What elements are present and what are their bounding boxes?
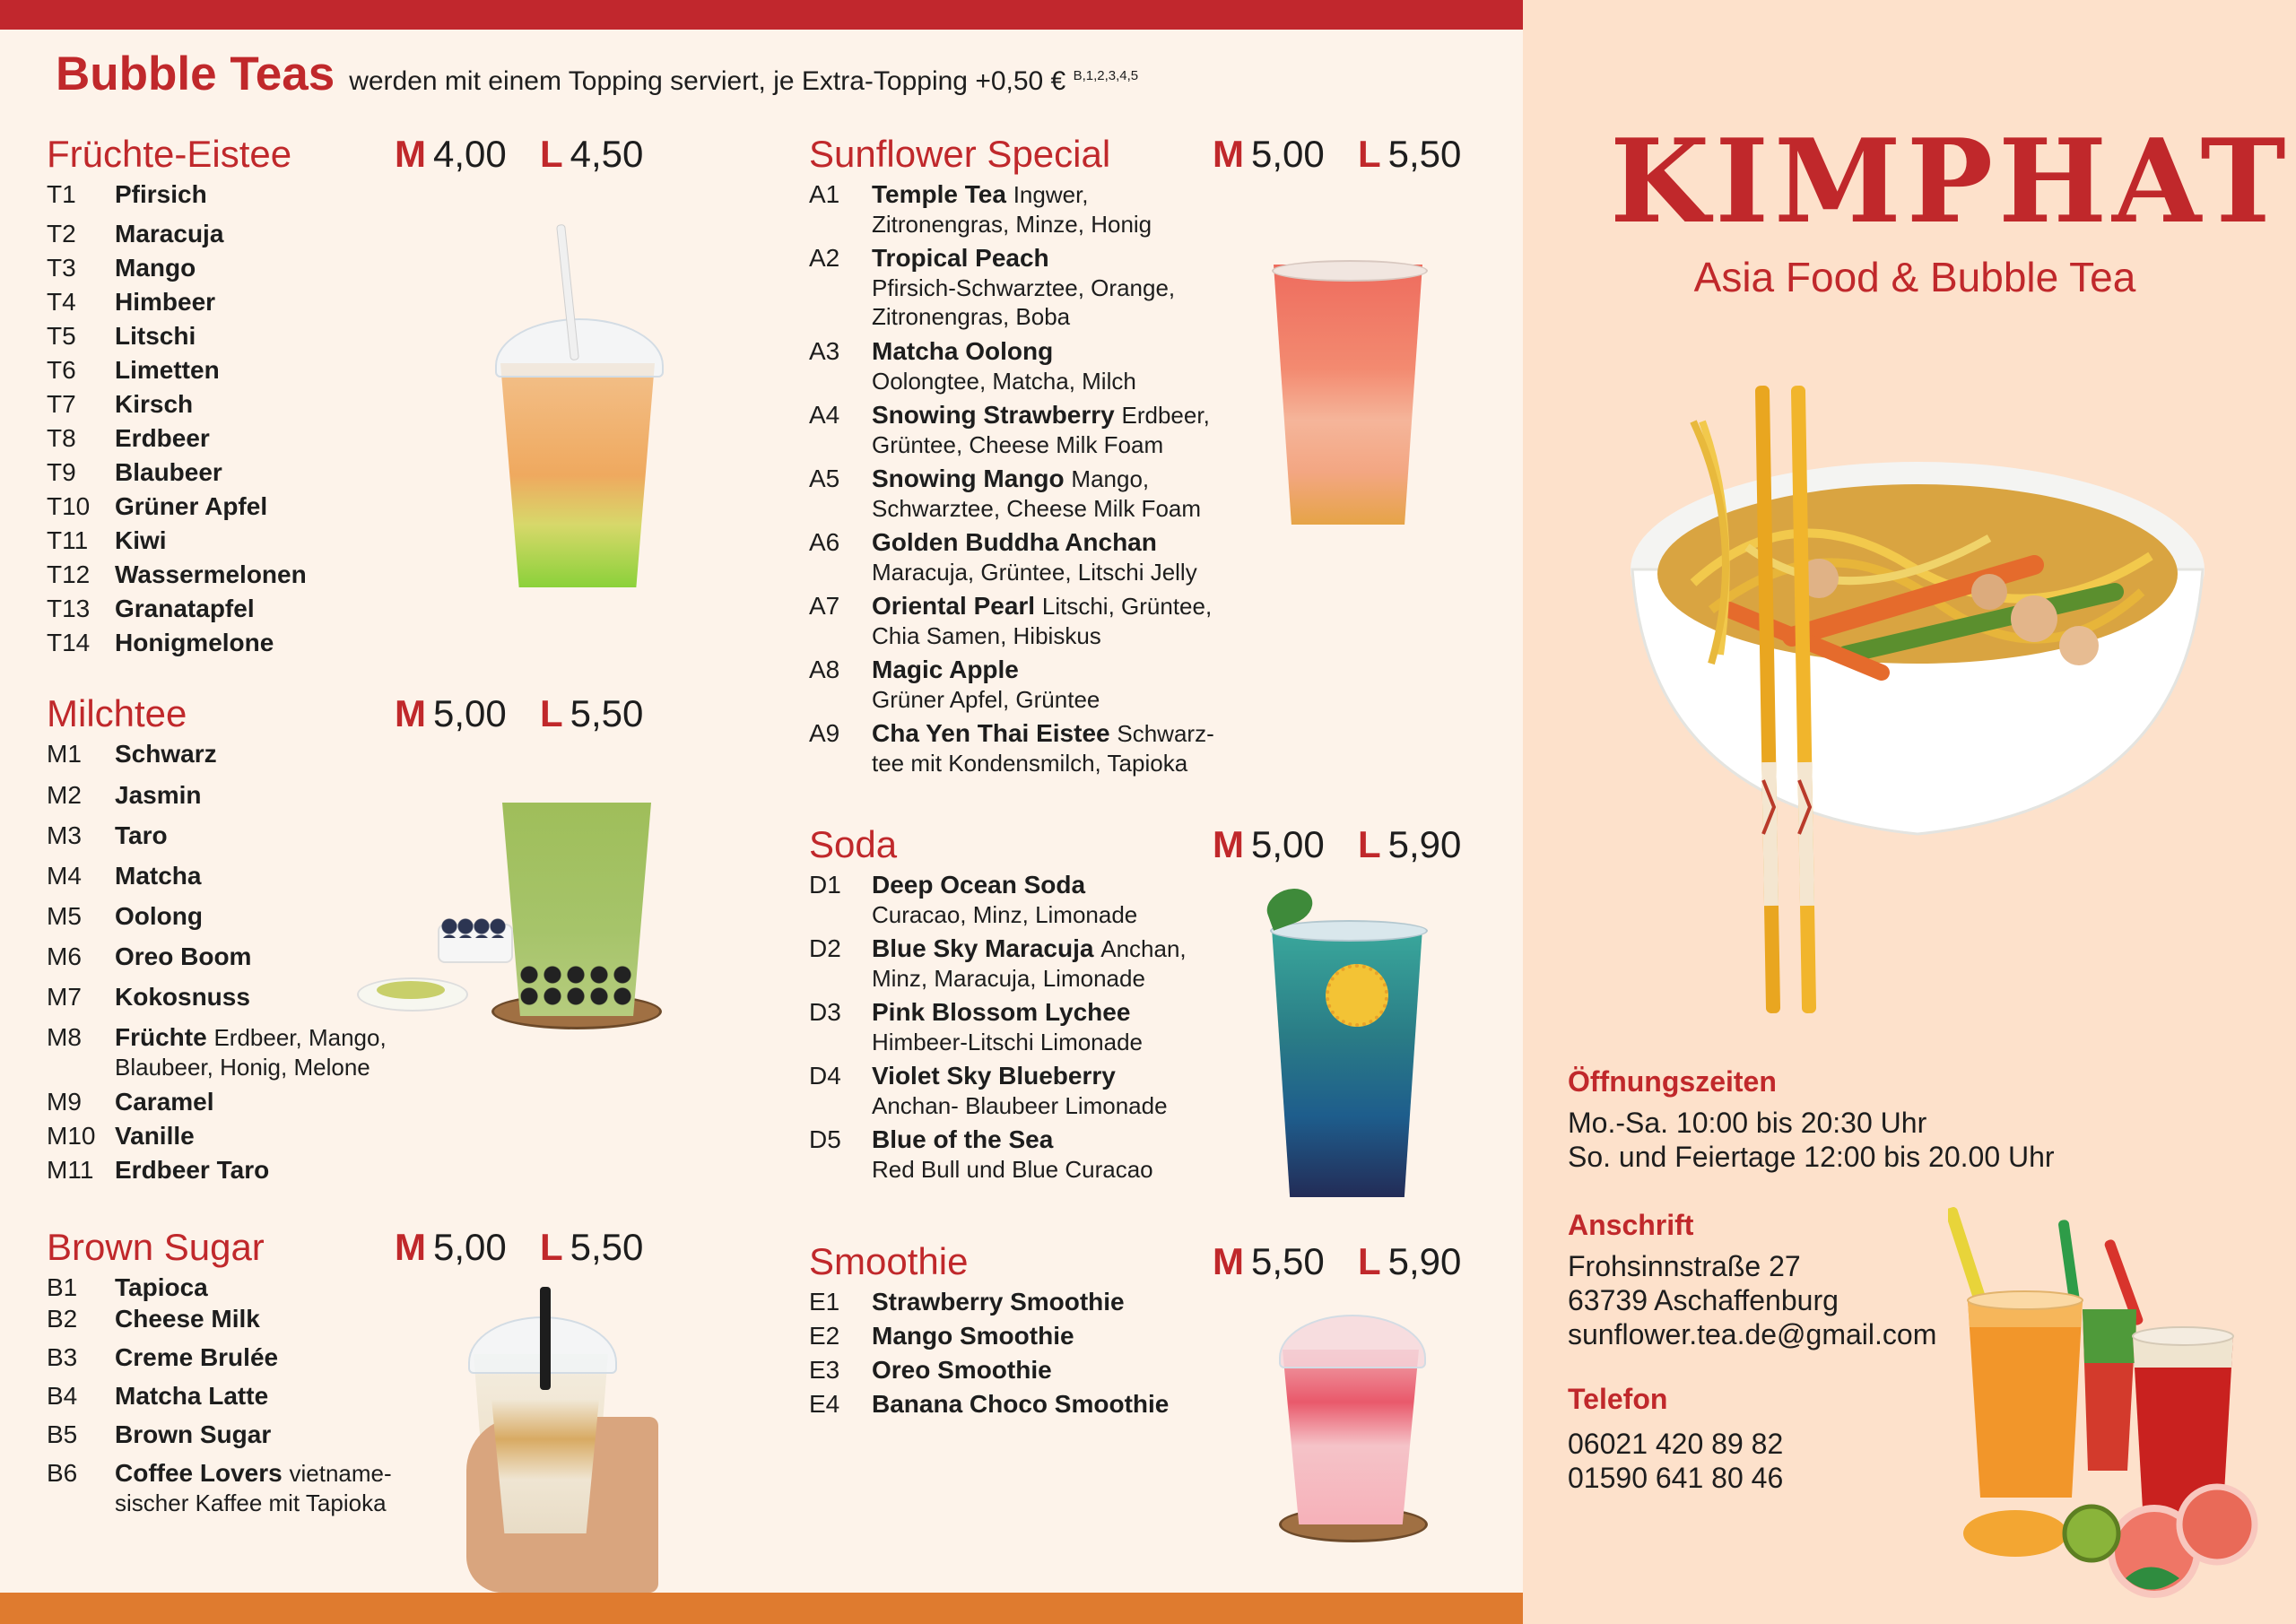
allergen-superscript: B,1,2,3,4,5 bbox=[1073, 68, 1139, 83]
item-description: sischer Kaffee mit Tapioka bbox=[115, 1489, 387, 1516]
size-label: L bbox=[540, 1226, 563, 1268]
item-name: Maracuja bbox=[115, 220, 224, 248]
item-name: Blue of the Sea bbox=[872, 1125, 1054, 1153]
item-name: Taro bbox=[115, 821, 168, 849]
size-label: M bbox=[1213, 1240, 1244, 1282]
matcha-milk-tea-image bbox=[502, 803, 651, 1016]
item-code: T13 bbox=[47, 595, 91, 622]
list-item bbox=[47, 594, 657, 628]
item-name: Strawberry Smoothie bbox=[872, 1288, 1125, 1316]
size-label: M bbox=[395, 133, 426, 175]
item-name: Magic Apple bbox=[872, 656, 1019, 683]
item-code: T2 bbox=[47, 220, 76, 248]
item-name: Mango Smoothie bbox=[872, 1322, 1074, 1350]
cup-front bbox=[491, 1399, 599, 1533]
section-title: Milchtee bbox=[47, 692, 187, 734]
list-item bbox=[47, 1022, 657, 1087]
tropical-peach-image bbox=[1274, 265, 1422, 525]
cup-rim bbox=[1272, 260, 1428, 282]
list-item bbox=[809, 718, 1491, 782]
item-description: Zitronengras, Minze, Honig bbox=[872, 211, 1152, 238]
item-code: A7 bbox=[809, 592, 840, 620]
item-code: B1 bbox=[47, 1273, 78, 1301]
item-code: T3 bbox=[47, 254, 76, 282]
item-name: Früchte bbox=[115, 1023, 207, 1051]
list-item bbox=[809, 591, 1491, 655]
list-item bbox=[809, 527, 1491, 591]
item-code: B4 bbox=[47, 1382, 78, 1410]
list-item bbox=[809, 655, 1491, 718]
item-code: E2 bbox=[809, 1322, 840, 1350]
item-description: Minz, Maracuja, Limonade bbox=[872, 965, 1145, 992]
item-name: Oriental Pearl bbox=[872, 592, 1036, 620]
fruit-iced-tea-image bbox=[500, 363, 655, 587]
list-item bbox=[809, 1287, 1491, 1321]
list-item bbox=[809, 179, 1491, 243]
section-title: Soda bbox=[809, 823, 898, 865]
item-description: Erdbeer, Mango, bbox=[213, 1024, 387, 1051]
size-label: M bbox=[395, 692, 426, 734]
noodle-bowl-image bbox=[1613, 386, 2231, 1031]
item-description: Schwarztee, Cheese Milk Foam bbox=[872, 495, 1202, 522]
item-name: Tropical Peach bbox=[872, 244, 1049, 272]
item-description: Chia Samen, Hibiskus bbox=[872, 622, 1101, 649]
price-l bbox=[1358, 133, 1461, 176]
item-code: M3 bbox=[47, 821, 82, 849]
item-description: vietname- bbox=[289, 1460, 392, 1487]
three-drinks-image bbox=[1948, 1202, 2271, 1605]
price-value: 5,90 bbox=[1387, 1240, 1462, 1282]
item-code: M2 bbox=[47, 781, 82, 809]
item-code: T7 bbox=[47, 390, 76, 418]
bottom-accent-bar bbox=[0, 1593, 1523, 1624]
item-description: Grüntee, Cheese Milk Foam bbox=[872, 431, 1164, 458]
matcha-powder bbox=[377, 981, 445, 999]
blueberries bbox=[441, 918, 506, 938]
item-code: A9 bbox=[809, 719, 840, 747]
price-m bbox=[1213, 1240, 1325, 1283]
item-name: Caramel bbox=[115, 1088, 214, 1116]
list-item bbox=[47, 1121, 657, 1155]
hours-weekdays: Mo.-Sa. 10:00 bis 20:30 Uhr bbox=[1568, 1107, 1927, 1139]
item-description: Pfirsich-Schwarztee, Orange, bbox=[872, 274, 1176, 301]
list-item bbox=[47, 1155, 657, 1189]
item-name: Blaubeer bbox=[115, 458, 222, 486]
item-name: Matcha bbox=[115, 862, 202, 890]
hours-heading: Öffnungszeiten bbox=[1568, 1065, 1777, 1098]
strawberry-smoothie-image bbox=[1283, 1350, 1419, 1524]
brand-logo: KIMPHAT bbox=[1610, 115, 2292, 249]
list-item bbox=[47, 1272, 657, 1304]
price-m bbox=[395, 692, 507, 735]
price-value: 5,90 bbox=[1387, 823, 1462, 865]
size-label: L bbox=[1358, 133, 1381, 175]
price-value: 5,00 bbox=[433, 1226, 507, 1268]
item-description: Red Bull und Blue Curacao bbox=[872, 1156, 1153, 1183]
item-name: Snowing Mango bbox=[872, 465, 1065, 492]
item-name: Violet Sky Blueberry bbox=[872, 1062, 1116, 1090]
item-name: Oreo Boom bbox=[115, 942, 252, 970]
price-value: 5,50 bbox=[570, 692, 644, 734]
item-code: A2 bbox=[809, 244, 840, 272]
item-name: Litschi bbox=[115, 322, 196, 350]
headline-note bbox=[349, 66, 1138, 97]
item-description: Grüner Apfel, Grüntee bbox=[872, 686, 1100, 713]
hours-holidays: So. und Feiertage 12:00 bis 20.00 Uhr bbox=[1568, 1141, 2055, 1173]
item-name: Schwarz bbox=[115, 740, 217, 768]
section-title: Brown Sugar bbox=[47, 1226, 265, 1268]
item-code: T10 bbox=[47, 492, 91, 520]
item-name: Golden Buddha Anchan bbox=[872, 528, 1157, 556]
price-value: 4,50 bbox=[570, 133, 644, 175]
phone-number-2[interactable]: 01590 641 80 46 bbox=[1568, 1462, 1784, 1494]
item-code: A6 bbox=[809, 528, 840, 556]
item-name: Mango bbox=[115, 254, 196, 282]
price-l bbox=[540, 1226, 643, 1269]
price-m bbox=[1213, 823, 1325, 866]
size-label: M bbox=[1213, 133, 1244, 175]
item-code: M5 bbox=[47, 902, 82, 930]
price-value: 5,50 bbox=[1251, 1240, 1325, 1282]
item-code: T4 bbox=[47, 288, 76, 316]
item-description: Schwarz- bbox=[1117, 720, 1214, 747]
size-label: M bbox=[395, 1226, 426, 1268]
item-code: A8 bbox=[809, 656, 840, 683]
item-code: A3 bbox=[809, 337, 840, 365]
item-name: Cha Yen Thai Eistee bbox=[872, 719, 1110, 747]
price-m bbox=[395, 1226, 507, 1269]
item-code: T1 bbox=[47, 180, 76, 208]
item-description: Himbeer-Litschi Limonade bbox=[872, 1029, 1144, 1055]
price-value: 4,00 bbox=[433, 133, 507, 175]
item-name: Pfirsich bbox=[115, 180, 207, 208]
item-name: Granatapfel bbox=[115, 595, 255, 622]
item-code: T8 bbox=[47, 424, 76, 452]
section-title: Sunflower Special bbox=[809, 133, 1111, 175]
item-name: Kokosnuss bbox=[115, 983, 250, 1011]
item-code: M7 bbox=[47, 983, 82, 1011]
item-code: B6 bbox=[47, 1459, 78, 1487]
size-label: L bbox=[1358, 1240, 1381, 1282]
phone-heading: Telefon bbox=[1568, 1383, 1668, 1415]
item-code: E4 bbox=[809, 1390, 840, 1418]
price-l bbox=[540, 692, 643, 735]
price-l bbox=[540, 133, 643, 176]
list-item bbox=[47, 739, 657, 780]
item-code: D5 bbox=[809, 1125, 841, 1153]
price-value: 5,00 bbox=[1251, 133, 1325, 175]
address-city: 63739 Aschaffenburg bbox=[1568, 1284, 1839, 1316]
section-title: Früchte-Eistee bbox=[47, 133, 292, 175]
item-code: M8 bbox=[47, 1023, 82, 1051]
price-m bbox=[395, 133, 507, 176]
price-m bbox=[1213, 133, 1325, 176]
item-code: M4 bbox=[47, 862, 82, 890]
item-code: T9 bbox=[47, 458, 76, 486]
item-name: Matcha Oolong bbox=[872, 337, 1054, 365]
item-description: Blaubeer, Honig, Melone bbox=[115, 1054, 370, 1081]
item-description: Oolongtee, Matcha, Milch bbox=[872, 368, 1136, 395]
item-code: M9 bbox=[47, 1088, 82, 1116]
item-description: Mango, bbox=[1071, 465, 1150, 492]
item-code: A1 bbox=[809, 180, 840, 208]
item-code: M11 bbox=[47, 1156, 94, 1184]
item-description: Litschi, Grüntee, bbox=[1041, 593, 1213, 620]
top-accent-bar bbox=[0, 0, 1523, 30]
item-name: Cheese Milk bbox=[115, 1305, 260, 1333]
phone-number-1[interactable]: 06021 420 89 82 bbox=[1568, 1428, 1784, 1460]
item-code: B2 bbox=[47, 1305, 78, 1333]
item-name: Honigmelone bbox=[115, 629, 274, 656]
price-value: 5,50 bbox=[1387, 133, 1462, 175]
list-item bbox=[47, 628, 657, 662]
item-code: M6 bbox=[47, 942, 82, 970]
item-code: D2 bbox=[809, 934, 841, 962]
item-name: Blue Sky Maracuja bbox=[872, 934, 1094, 962]
item-description: Maracuja, Grüntee, Litschi Jelly bbox=[872, 559, 1197, 586]
price-l bbox=[1358, 823, 1461, 866]
item-name: Brown Sugar bbox=[115, 1420, 272, 1448]
item-name: Tapioca bbox=[115, 1273, 208, 1301]
item-code: D1 bbox=[809, 871, 841, 899]
item-name: Oolong bbox=[115, 902, 203, 930]
item-name: Himbeer bbox=[115, 288, 216, 316]
list-item bbox=[47, 179, 657, 219]
item-name: Jasmin bbox=[115, 781, 202, 809]
item-description: Curacao, Minz, Limonade bbox=[872, 901, 1138, 928]
item-code: T5 bbox=[47, 322, 76, 350]
item-description: Zitronengras, Boba bbox=[872, 303, 1071, 330]
item-name: Limetten bbox=[115, 356, 220, 384]
item-name: Wassermelonen bbox=[115, 560, 307, 588]
item-code: B3 bbox=[47, 1343, 78, 1371]
item-description: tee mit Kondensmilch, Tapioka bbox=[872, 750, 1188, 777]
item-name: Temple Tea bbox=[872, 180, 1006, 208]
sunflower-logo-sticker bbox=[1326, 964, 1388, 1027]
item-name: Erdbeer Taro bbox=[115, 1156, 270, 1184]
size-label: L bbox=[1358, 823, 1381, 865]
item-description: Anchan- Blaubeer Limonade bbox=[872, 1092, 1168, 1119]
item-code: T11 bbox=[47, 526, 89, 554]
item-code: B5 bbox=[47, 1420, 78, 1448]
item-description: Ingwer, bbox=[1013, 181, 1089, 208]
price-l bbox=[1358, 1240, 1461, 1283]
item-name: Oreo Smoothie bbox=[872, 1356, 1052, 1384]
item-code: T6 bbox=[47, 356, 76, 384]
item-code: A5 bbox=[809, 465, 840, 492]
item-name: Snowing Strawberry bbox=[872, 401, 1115, 429]
price-value: 5,50 bbox=[570, 1226, 644, 1268]
list-item bbox=[47, 1087, 657, 1121]
item-name: Kirsch bbox=[115, 390, 194, 418]
brand-tagline: Asia Food & Bubble Tea bbox=[1693, 254, 2136, 300]
item-name: Kiwi bbox=[115, 526, 167, 554]
price-value: 5,00 bbox=[1251, 823, 1325, 865]
item-name: Matcha Latte bbox=[115, 1382, 269, 1410]
item-description: Anchan, bbox=[1100, 935, 1187, 962]
black-straw bbox=[540, 1287, 551, 1390]
size-label: L bbox=[540, 133, 563, 175]
section-title: Smoothie bbox=[809, 1240, 969, 1282]
item-code: D3 bbox=[809, 998, 841, 1026]
email-link[interactable]: sunflower.tea.de@gmail.com bbox=[1568, 1318, 1937, 1350]
address-street: Frohsinnstraße 27 bbox=[1568, 1250, 1801, 1282]
size-label: M bbox=[1213, 823, 1244, 865]
item-name: Creme Brulée bbox=[115, 1343, 279, 1371]
price-value: 5,00 bbox=[433, 692, 507, 734]
item-code: M10 bbox=[47, 1122, 96, 1150]
item-name: Banana Choco Smoothie bbox=[872, 1390, 1170, 1418]
item-code: D4 bbox=[809, 1062, 841, 1090]
address-heading: Anschrift bbox=[1568, 1209, 1694, 1241]
item-name: Coffee Lovers bbox=[115, 1459, 283, 1487]
item-name: Erdbeer bbox=[115, 424, 210, 452]
item-name: Vanille bbox=[115, 1122, 195, 1150]
item-code: A4 bbox=[809, 401, 840, 429]
item-code: E3 bbox=[809, 1356, 840, 1384]
menu-headline bbox=[56, 47, 1138, 109]
item-name: Grüner Apfel bbox=[115, 492, 268, 520]
topping-note: werden mit einem Topping serviert, je Extra-Topping +0,50 € bbox=[349, 66, 1066, 96]
item-code: T14 bbox=[47, 629, 91, 656]
item-code: E1 bbox=[809, 1288, 840, 1316]
item-description: Erdbeer, bbox=[1121, 402, 1210, 429]
item-code: M1 bbox=[47, 740, 82, 768]
headline-title: Bubble Teas bbox=[56, 48, 335, 100]
item-code: T12 bbox=[47, 560, 91, 588]
size-label: L bbox=[540, 692, 563, 734]
item-name: Deep Ocean Soda bbox=[872, 871, 1086, 899]
item-name: Pink Blossom Lychee bbox=[872, 998, 1131, 1026]
